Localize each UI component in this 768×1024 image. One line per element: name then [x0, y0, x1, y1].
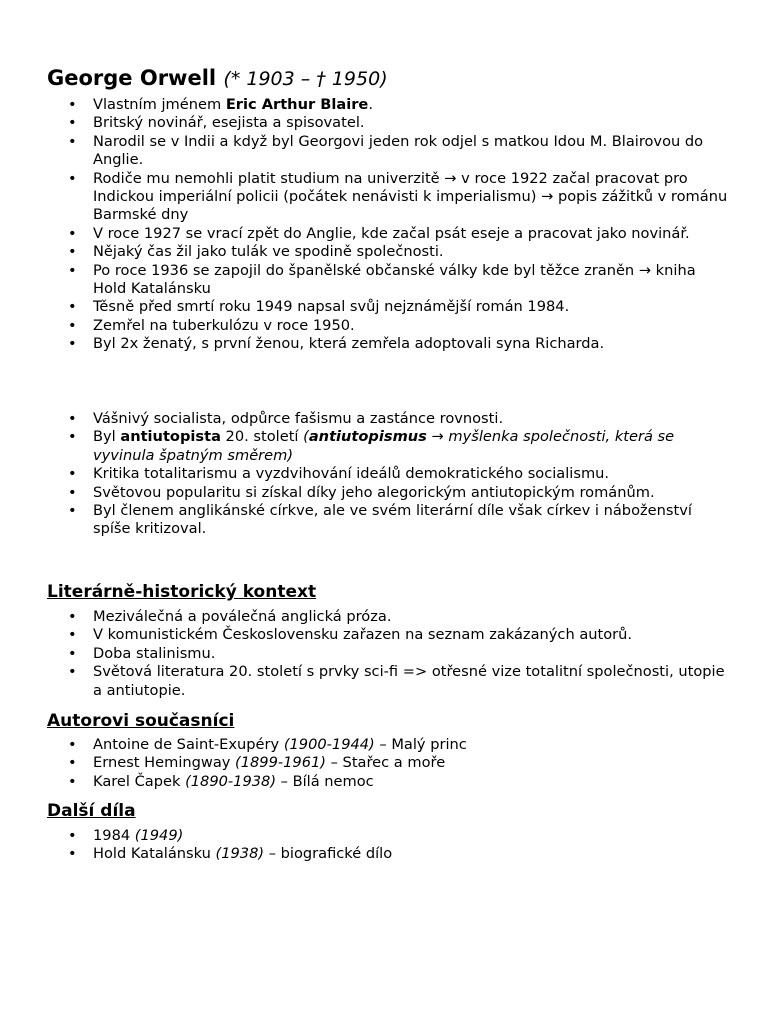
- list-item: • Vášnivý socialista, odpůrce fašismu a zastánce rovnosti.: [93, 410, 733, 428]
- context-heading: Literárně-historický kontext: [47, 582, 317, 602]
- page-title: [47, 64, 388, 93]
- list-item: • Nějaký čas žil jako tulák ve spodině společnosti.: [93, 243, 733, 261]
- works-list: [93, 827, 733, 864]
- list-item: • Byl členem anglikánské církve, ale ve svém literární díle však církev i náboženství spíše kritizoval.: [93, 502, 733, 539]
- views-list: [93, 410, 733, 539]
- biography-list: [93, 96, 733, 354]
- author-lifespan: (* 1903 – † 1950): [223, 68, 388, 90]
- list-item: • Narodil se v Indii a když byl Georgovi jeden rok odjel s matkou Idou M. Blairovou do Anglie.: [93, 133, 733, 170]
- contemporaries-heading: Autorovi současníci: [47, 711, 235, 731]
- list-item: • Byl 2x ženatý, s první ženou, která zemřela adoptovali syna Richarda.: [93, 335, 733, 353]
- list-item: • V roce 1927 se vrací zpět do Anglie, kde začal psát eseje a pracovat jako novinář.: [93, 225, 733, 243]
- list-item: • Těsně před smrtí roku 1949 napsal svůj nejznámější román 1984.: [93, 298, 733, 316]
- list-item: • Rodiče mu nemohli platit studium na univerzitě → v roce 1922 začal pracovat pro Indickou imperiální policii (počátek nenávisti k imperialismu) → popis zážitků v románu Barmské dny: [93, 170, 733, 225]
- author-name: George Orwell: [47, 66, 217, 90]
- works-heading: Další díla: [47, 801, 136, 821]
- list-item: • Po roce 1936 se zapojil do španělské občanské války kde byl těžce zraněn → kniha Hold Katalánsku: [93, 262, 733, 299]
- real-name: Eric Arthur Blaire: [225, 96, 369, 113]
- list-item: • Zemřel na tuberkulózu v roce 1950.: [93, 317, 733, 335]
- list-item: • Kritika totalitarismu a vyzdvihování ideálů demokratického socialismu.: [93, 465, 733, 483]
- context-list: [93, 608, 733, 700]
- list-item: • Karel Čapek (1890-1938) – Bílá nemoc: [93, 773, 733, 791]
- contemporaries-list: [93, 736, 733, 791]
- list-item: • Meziválečná a poválečná anglická próza.: [93, 608, 733, 626]
- list-item: • Byl antiutopista 20. století (antiutopismus → myšlenka společnosti, která se vyvinula špatným směrem): [93, 428, 733, 465]
- list-item: • 1984 (1949): [93, 827, 733, 845]
- list-item: • V komunistickém Československu zařazen na seznam zakázaných autorů.: [93, 626, 733, 644]
- list-item: • Antoine de Saint-Exupéry (1900-1944) – Malý princ: [93, 736, 733, 754]
- list-item: • Doba stalinismu.: [93, 645, 733, 663]
- list-item: • Vlastním jménem Eric Arthur Blaire.: [93, 96, 733, 114]
- list-item: • Hold Katalánsku (1938) – biografické dílo: [93, 845, 733, 863]
- list-item: • Světová literatura 20. století s prvky sci-fi => otřesné vize totalitní společnosti, utopie a antiutopie.: [93, 663, 733, 700]
- list-item: • Světovou popularitu si získal díky jeho alegorickým antiutopickým románům.: [93, 484, 733, 502]
- list-item: • Britský novinář, esejista a spisovatel.: [93, 114, 733, 132]
- list-item: • Ernest Hemingway (1899-1961) – Stařec a moře: [93, 754, 733, 772]
